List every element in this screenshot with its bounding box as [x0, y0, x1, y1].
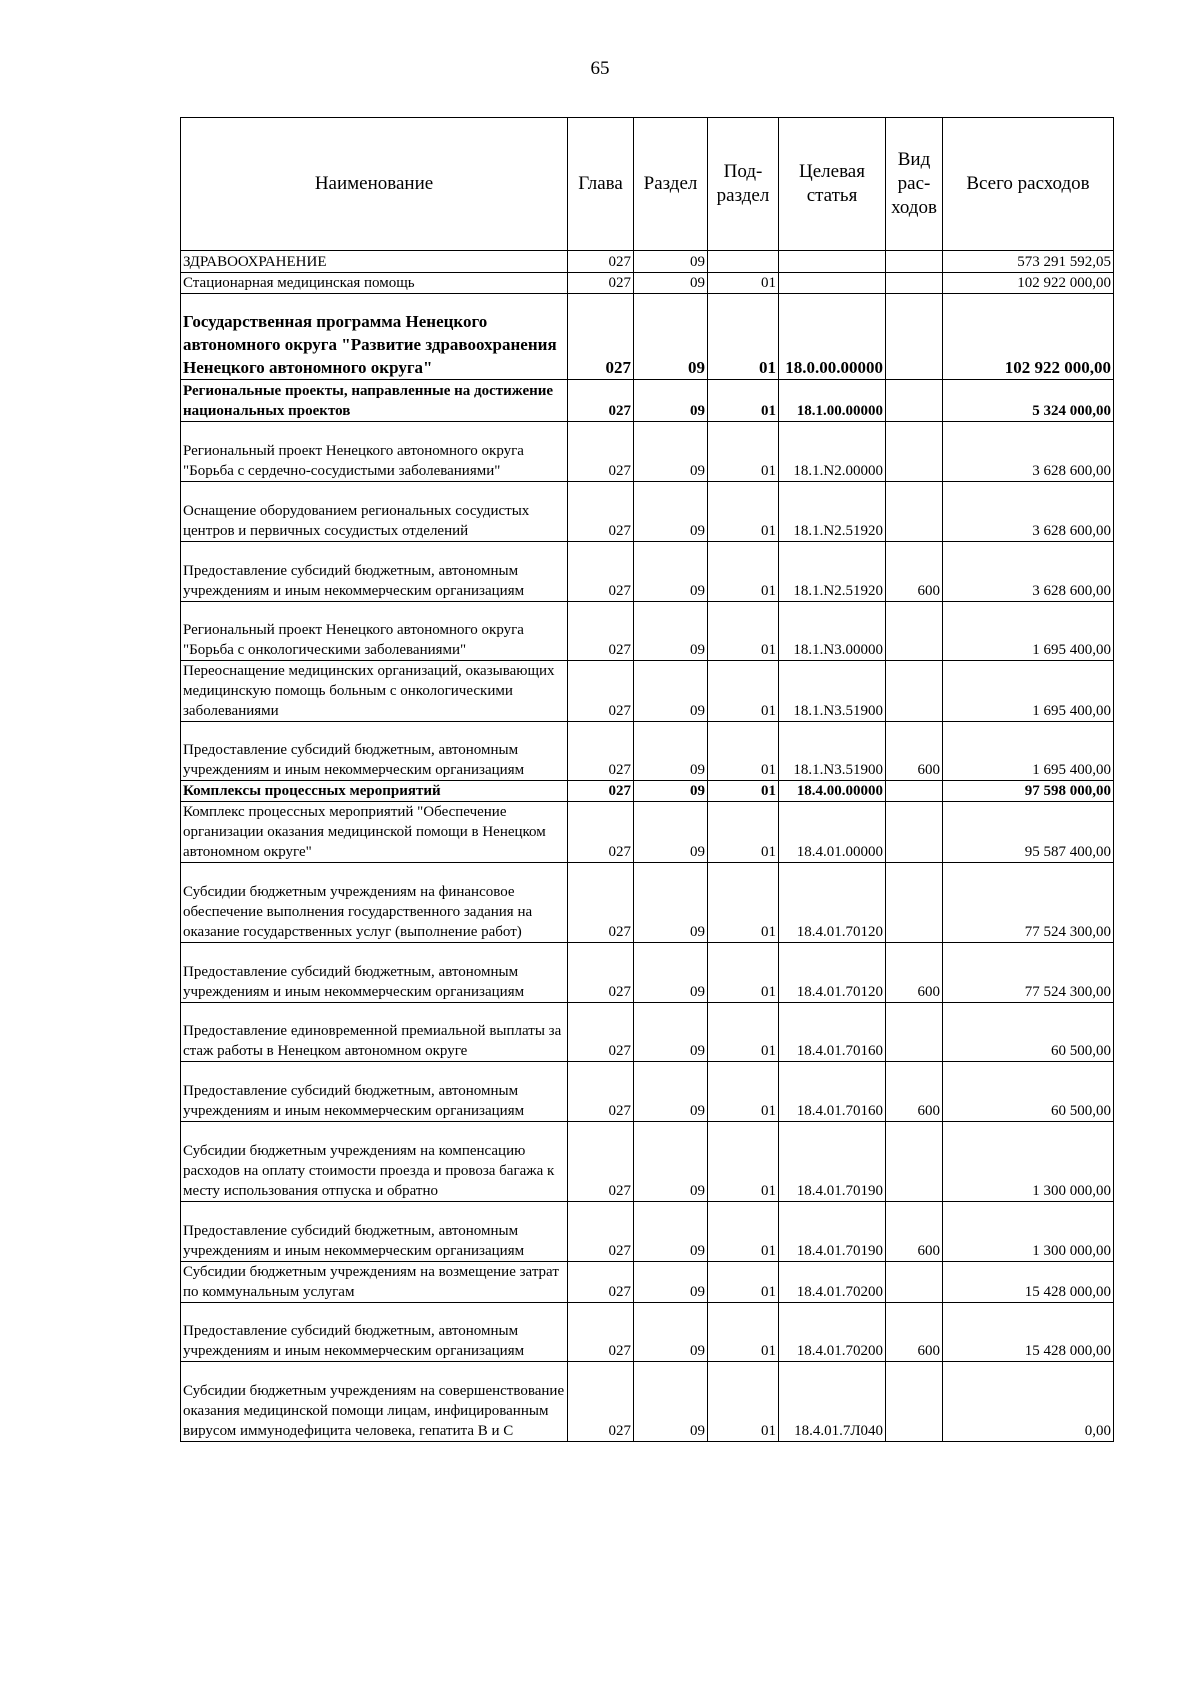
cell-glava: 027	[568, 943, 634, 1003]
cell-name: Региональные проекты, направленные на достижение национальных проектов	[181, 380, 568, 422]
cell-podrazdel: 01	[708, 602, 779, 661]
cell-vid	[886, 1262, 943, 1303]
cell-tselevaya: 18.1.00.00000	[779, 380, 886, 422]
cell-podrazdel: 01	[708, 422, 779, 482]
cell-vid: 600	[886, 1062, 943, 1122]
cell-podrazdel: 01	[708, 1122, 779, 1202]
cell-podrazdel	[708, 251, 779, 273]
cell-vid	[886, 1003, 943, 1062]
cell-razdel: 09	[634, 781, 708, 802]
cell-glava: 027	[568, 1122, 634, 1202]
cell-podrazdel: 01	[708, 781, 779, 802]
cell-name: Предоставление субсидий бюджетным, автономным учреждениям и иным некоммерческим организациям	[181, 722, 568, 781]
table-row	[181, 602, 1114, 661]
table-row	[181, 661, 1114, 722]
page-number: 65	[590, 58, 610, 79]
table-row	[181, 1122, 1114, 1202]
table-row	[181, 1202, 1114, 1262]
cell-vid	[886, 422, 943, 482]
cell-tselevaya: 18.4.01.70120	[779, 943, 886, 1003]
table-row	[181, 1362, 1114, 1442]
cell-vid: 600	[886, 722, 943, 781]
cell-vid: 600	[886, 1202, 943, 1262]
table-row	[181, 542, 1114, 602]
cell-razdel: 09	[634, 251, 708, 273]
cell-name: Переоснащение медицинских организаций, оказывающих медицинскую помощь больным с онкологическими заболеваниями	[181, 661, 568, 722]
cell-razdel: 09	[634, 802, 708, 863]
cell-tselevaya: 18.4.00.00000	[779, 781, 886, 802]
cell-razdel: 09	[634, 294, 708, 380]
cell-glava: 027	[568, 251, 634, 273]
cell-podrazdel: 01	[708, 1362, 779, 1442]
header-podrazdel: Под- раздел	[708, 118, 779, 251]
cell-name: Предоставление субсидий бюджетным, автономным учреждениям и иным некоммерческим организациям	[181, 1303, 568, 1362]
cell-razdel: 09	[634, 1062, 708, 1122]
cell-total: 97 598 000,00	[943, 781, 1114, 802]
budget-table	[180, 117, 1114, 1442]
table-row	[181, 482, 1114, 542]
cell-podrazdel: 01	[708, 722, 779, 781]
cell-glava: 027	[568, 542, 634, 602]
cell-vid	[886, 863, 943, 943]
cell-total: 5 324 000,00	[943, 380, 1114, 422]
cell-total: 77 524 300,00	[943, 943, 1114, 1003]
cell-podrazdel: 01	[708, 482, 779, 542]
cell-vid	[886, 294, 943, 380]
cell-glava: 027	[568, 722, 634, 781]
cell-glava: 027	[568, 863, 634, 943]
cell-name: Субсидии бюджетным учреждениям на компенсацию расходов на оплату стоимости проезда и провоза багажа к месту использования отпуска и обратно	[181, 1122, 568, 1202]
cell-podrazdel: 01	[708, 1003, 779, 1062]
cell-vid	[886, 251, 943, 273]
cell-tselevaya	[779, 273, 886, 294]
cell-total: 0,00	[943, 1362, 1114, 1442]
cell-total: 3 628 600,00	[943, 482, 1114, 542]
cell-glava: 027	[568, 273, 634, 294]
cell-tselevaya: 18.4.01.00000	[779, 802, 886, 863]
cell-total: 102 922 000,00	[943, 294, 1114, 380]
cell-name: Субсидии бюджетным учреждениям на совершенствование оказания медицинской помощи лицам, инфицированным вирусом иммунодефицита человека, гепатита В и С	[181, 1362, 568, 1442]
cell-vid	[886, 602, 943, 661]
cell-podrazdel: 01	[708, 661, 779, 722]
cell-tselevaya: 18.1.N3.51900	[779, 722, 886, 781]
header-razdel: Раздел	[634, 118, 708, 251]
cell-razdel: 09	[634, 1262, 708, 1303]
cell-tselevaya: 18.4.01.70160	[779, 1062, 886, 1122]
header-row	[181, 118, 1114, 251]
cell-razdel: 09	[634, 943, 708, 1003]
cell-tselevaya: 18.1.N2.51920	[779, 482, 886, 542]
cell-name: Субсидии бюджетным учреждениям на финансовое обеспечение выполнения государственного задания на оказание государственных услуг (выполнение работ)	[181, 863, 568, 943]
cell-name: Государственная программа Ненецкого автономного округа "Развитие здравоохранения Ненецкого автономного округа"	[181, 294, 568, 380]
cell-vid	[886, 482, 943, 542]
cell-vid	[886, 661, 943, 722]
cell-name: Оснащение оборудованием региональных сосудистых центров и первичных сосудистых отделений	[181, 482, 568, 542]
cell-name: Предоставление субсидий бюджетным, автономным учреждениям и иным некоммерческим организациям	[181, 943, 568, 1003]
cell-glava: 027	[568, 781, 634, 802]
cell-tselevaya: 18.4.01.70200	[779, 1262, 886, 1303]
cell-glava: 027	[568, 294, 634, 380]
cell-vid: 600	[886, 542, 943, 602]
cell-name: Комплекс процессных мероприятий "Обеспечение организации оказания медицинской помощи в Ненецком автономном округе"	[181, 802, 568, 863]
cell-total: 95 587 400,00	[943, 802, 1114, 863]
cell-name: Субсидии бюджетным учреждениям на возмещение затрат по коммунальным услугам	[181, 1262, 568, 1303]
cell-razdel: 09	[634, 273, 708, 294]
table-row	[181, 380, 1114, 422]
cell-razdel: 09	[634, 380, 708, 422]
header-glava: Глава	[568, 118, 634, 251]
cell-total: 1 300 000,00	[943, 1122, 1114, 1202]
cell-total: 1 695 400,00	[943, 661, 1114, 722]
cell-glava: 027	[568, 482, 634, 542]
cell-tselevaya: 18.4.01.70160	[779, 1003, 886, 1062]
cell-razdel: 09	[634, 1202, 708, 1262]
table-row	[181, 294, 1114, 380]
cell-podrazdel: 01	[708, 802, 779, 863]
cell-razdel: 09	[634, 722, 708, 781]
cell-total: 15 428 000,00	[943, 1303, 1114, 1362]
cell-glava: 027	[568, 422, 634, 482]
cell-vid	[886, 802, 943, 863]
cell-tselevaya: 18.1.N2.51920	[779, 542, 886, 602]
table-row	[181, 422, 1114, 482]
cell-total: 3 628 600,00	[943, 422, 1114, 482]
header-total: Всего расходов	[943, 118, 1114, 251]
cell-total: 60 500,00	[943, 1062, 1114, 1122]
table-row	[181, 802, 1114, 863]
cell-glava: 027	[568, 1303, 634, 1362]
cell-razdel: 09	[634, 542, 708, 602]
cell-total: 15 428 000,00	[943, 1262, 1114, 1303]
cell-podrazdel: 01	[708, 1062, 779, 1122]
table-row	[181, 251, 1114, 273]
cell-vid: 600	[886, 1303, 943, 1362]
cell-glava: 027	[568, 1262, 634, 1303]
cell-name: ЗДРАВООХРАНЕНИЕ	[181, 251, 568, 273]
cell-glava: 027	[568, 1062, 634, 1122]
cell-glava: 027	[568, 602, 634, 661]
table-row	[181, 781, 1114, 802]
cell-tselevaya: 18.0.00.00000	[779, 294, 886, 380]
cell-total: 573 291 592,05	[943, 251, 1114, 273]
cell-total: 1 695 400,00	[943, 722, 1114, 781]
cell-glava: 027	[568, 1362, 634, 1442]
cell-podrazdel: 01	[708, 943, 779, 1003]
cell-podrazdel: 01	[708, 1303, 779, 1362]
cell-vid	[886, 273, 943, 294]
cell-name: Предоставление субсидий бюджетным, автономным учреждениям и иным некоммерческим организациям	[181, 1202, 568, 1262]
table-row	[181, 943, 1114, 1003]
cell-vid	[886, 380, 943, 422]
cell-name: Предоставление субсидий бюджетным, автономным учреждениям и иным некоммерческим организациям	[181, 1062, 568, 1122]
cell-total: 60 500,00	[943, 1003, 1114, 1062]
cell-name: Комплексы процессных мероприятий	[181, 781, 568, 802]
cell-glava: 027	[568, 1003, 634, 1062]
cell-tselevaya: 18.4.01.7Л040	[779, 1362, 886, 1442]
cell-podrazdel: 01	[708, 273, 779, 294]
cell-vid: 600	[886, 943, 943, 1003]
cell-total: 1 300 000,00	[943, 1202, 1114, 1262]
cell-name: Предоставление субсидий бюджетным, автономным учреждениям и иным некоммерческим организациям	[181, 542, 568, 602]
cell-tselevaya: 18.4.01.70120	[779, 863, 886, 943]
cell-glava: 027	[568, 380, 634, 422]
cell-razdel: 09	[634, 1303, 708, 1362]
cell-vid	[886, 781, 943, 802]
cell-total: 1 695 400,00	[943, 602, 1114, 661]
table-row	[181, 1062, 1114, 1122]
cell-total: 3 628 600,00	[943, 542, 1114, 602]
table-row	[181, 722, 1114, 781]
cell-glava: 027	[568, 661, 634, 722]
header-name: Наименование	[181, 118, 568, 251]
table-row	[181, 1003, 1114, 1062]
cell-razdel: 09	[634, 1122, 708, 1202]
cell-tselevaya: 18.1.N2.00000	[779, 422, 886, 482]
cell-tselevaya: 18.4.01.70190	[779, 1202, 886, 1262]
cell-podrazdel: 01	[708, 380, 779, 422]
cell-podrazdel: 01	[708, 542, 779, 602]
header-tselevaya: Целевая статья	[779, 118, 886, 251]
header-vid: Вид рас- ходов	[886, 118, 943, 251]
cell-razdel: 09	[634, 863, 708, 943]
table-row	[181, 863, 1114, 943]
cell-name: Предоставление единовременной премиальной выплаты за стаж работы в Ненецком автономном округе	[181, 1003, 568, 1062]
cell-vid	[886, 1362, 943, 1442]
cell-razdel: 09	[634, 1362, 708, 1442]
cell-razdel: 09	[634, 1003, 708, 1062]
table-row	[181, 273, 1114, 294]
cell-glava: 027	[568, 802, 634, 863]
cell-name: Региональный проект Ненецкого автономного округа "Борьба с онкологическими заболеваниями"	[181, 602, 568, 661]
table-row	[181, 1262, 1114, 1303]
cell-podrazdel: 01	[708, 863, 779, 943]
cell-razdel: 09	[634, 422, 708, 482]
cell-podrazdel: 01	[708, 1202, 779, 1262]
cell-name: Региональный проект Ненецкого автономного округа "Борьба с сердечно-сосудистыми заболеваниями"	[181, 422, 568, 482]
cell-razdel: 09	[634, 661, 708, 722]
cell-total: 102 922 000,00	[943, 273, 1114, 294]
cell-name: Стационарная медицинская помощь	[181, 273, 568, 294]
cell-tselevaya: 18.4.01.70200	[779, 1303, 886, 1362]
cell-total: 77 524 300,00	[943, 863, 1114, 943]
cell-podrazdel: 01	[708, 294, 779, 380]
cell-tselevaya: 18.4.01.70190	[779, 1122, 886, 1202]
cell-podrazdel: 01	[708, 1262, 779, 1303]
cell-tselevaya	[779, 251, 886, 273]
cell-razdel: 09	[634, 482, 708, 542]
cell-tselevaya: 18.1.N3.00000	[779, 602, 886, 661]
table-row	[181, 1303, 1114, 1362]
cell-razdel: 09	[634, 602, 708, 661]
cell-tselevaya: 18.1.N3.51900	[779, 661, 886, 722]
cell-glava: 027	[568, 1202, 634, 1262]
cell-vid	[886, 1122, 943, 1202]
